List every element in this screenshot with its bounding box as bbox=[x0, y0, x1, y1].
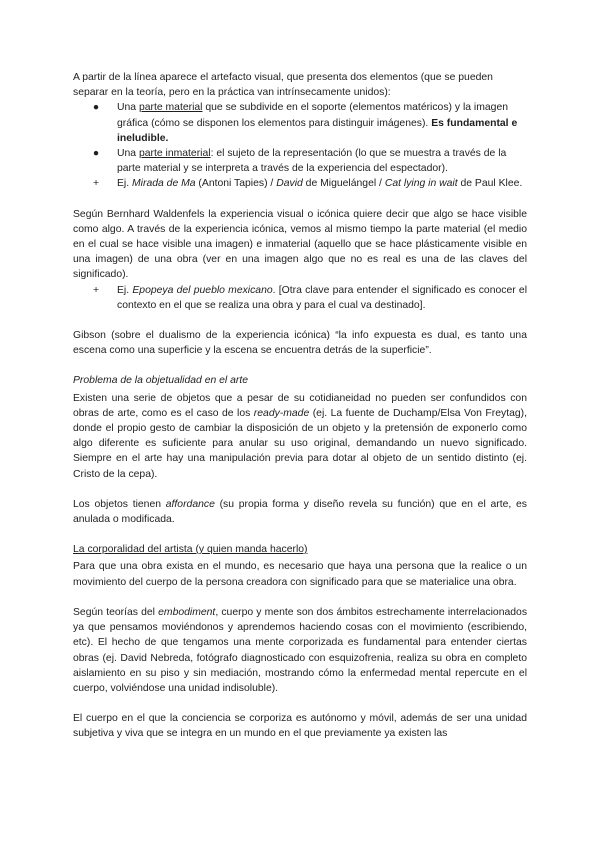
list-item-examples: + Ej. Mirada de Ma (Antoni Tapies) / David de Miguelángel / Cat lying in wait de Paul Klee. bbox=[73, 176, 527, 191]
objetualidad-paragraph: Existen una serie de objetos que a pesar de su cotidianeidad no pueden ser confundidos con obras de arte, como es el caso de los ready-made (ej. La fuente de Duchamp/Elsa Von Freytag), donde el propio gesto de cambiar la disposición de un objeto y la pretensión de exponerlo como algo diferente es suficiente para anular su uso original, demandando un nuevo significado. Siempre en el arte hay una manipulación previa para dotar al objeto de un sentido distinto (ej. Cristo de la cepa). bbox=[73, 392, 527, 480]
artefact-elements-list bbox=[73, 100, 527, 191]
intro-paragraph: A partir de la línea aparece el artefacto visual, que presenta dos elementos (que se pueden separar en la teoría, pero en la práctica van intrínsecamente unidos): bbox=[73, 72, 493, 99]
waldenfels-example-list bbox=[73, 283, 527, 313]
waldenfels-paragraph: Según Bernhard Waldenfels la experiencia visual o icónica quiere decir que algo se hace visible como algo. A través de la experiencia icónica, vemos al mismo tiempo la parte material (el medio en el cual se hace visible una imagen) e inmaterial (aquello que se hace plásticamente visible en una imagen) de una obra (ver en una imagen algo que no es real es una de las claves del significado). bbox=[73, 208, 527, 281]
gibson-paragraph: Gibson (sobre el dualismo de la experiencia icónica) “la info expuesta es dual, es tanto una escena como una superficie y la escena se encuentra detrás de la superficie”. bbox=[73, 330, 527, 357]
affordance-paragraph: Los objetos tienen affordance (su propia forma y diseño revela su función) que en el arte, es anulada o modificada. bbox=[73, 498, 527, 526]
cuerpo-paragraph: El cuerpo en el que la conciencia se corporiza es autónomo y móvil, además de ser una unidad subjetiva y viva que se integra en un mundo en el que previamente ya existen las bbox=[73, 713, 527, 740]
list-item-material: ● Una parte material que se subdivide en el soporte (elementos matéricos) y la imagen gráfica (cómo se disponen los elementos para distinguir imágenes). Es fundamental e ineludible. bbox=[73, 100, 527, 146]
term-parte-material: parte material bbox=[138, 102, 203, 114]
list-item-inmaterial: ● Una parte inmaterial: el sujeto de la representación (lo que se muestra a través de la parte material y se interpreta a través de la experiencia del espectador). bbox=[73, 146, 527, 176]
plus-icon: + bbox=[92, 284, 100, 296]
list-item-epopeya: + Ej. Epopeya del pueblo mexicano. [Otra clave para entender el significado es conocer el contexto en el que se realiza una obra y para el cual va destinado]. bbox=[73, 283, 527, 313]
corporalidad-paragraph: Para que una obra exista en el mundo, es necesario que haya una persona que la realice o un movimiento del cuerpo de la persona creadora con significado para que se materialice una obra. bbox=[73, 561, 527, 588]
bullet-icon: ● bbox=[92, 148, 100, 160]
embodiment-paragraph: Según teorías del embodiment, cuerpo y mente son dos ámbitos estrechamente interrelacionados ya que pensamos moviéndonos y aprendemos haciendo cosas con el movimiento (escribiendo, etc). El hecho de que tengamos una mente corporizada es fundamental para entender ciertas obras (ej. David Nebreda, fotógrafo diagnosticado con esquizofrenia, realiza su obra en completo aislamiento en su piso y sin mediación, mostrando cómo la enfermedad mental repercute en el cuerpo, volviéndose una unidad indisoluble). bbox=[73, 606, 528, 694]
bullet-icon: ● bbox=[92, 102, 100, 114]
plus-icon: + bbox=[92, 178, 100, 190]
section-heading-objetualidad: Problema de la objetualidad en el arte bbox=[73, 375, 249, 387]
term-parte-inmaterial: parte inmaterial bbox=[138, 148, 211, 160]
section-heading-corporalidad: La corporalidad del artista (y quien manda hacerlo) bbox=[73, 544, 308, 556]
emphasis-fundamental: Es fundamental e ineludible. bbox=[117, 117, 518, 144]
